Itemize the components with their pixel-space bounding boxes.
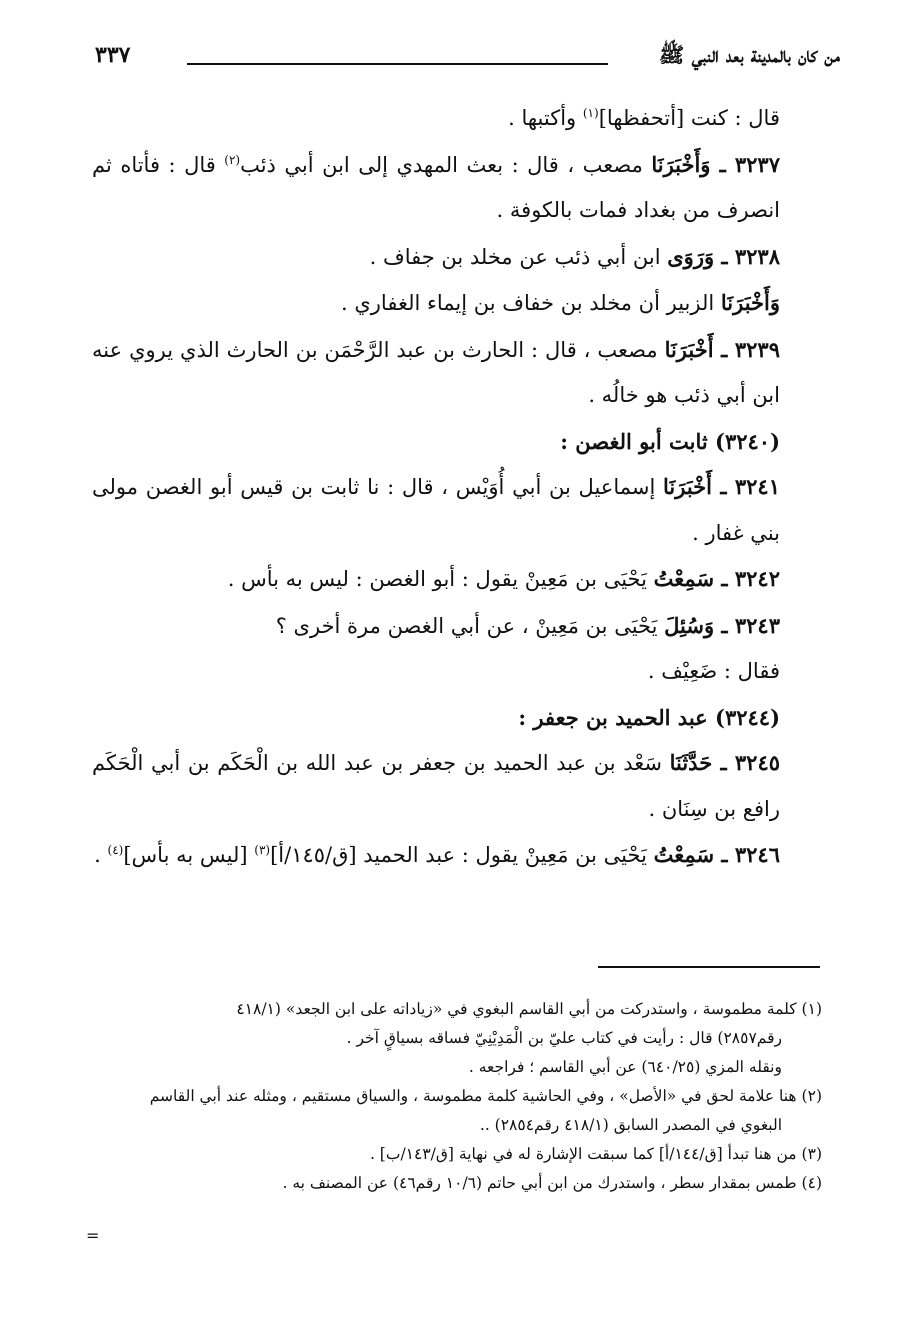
- footnote: [82, 1169, 822, 1198]
- main-text: [92, 96, 838, 879]
- footnote-number: (٢): [801, 1087, 822, 1105]
- paragraph-text: يَحْيَى بن مَعِينْ ، عن أبي الغصن مرة أخرى ؟: [275, 613, 665, 638]
- paragraph-tail: قال : فأتاه ثم انصرف من بغداد فمات بالكوفة .: [92, 152, 780, 222]
- paragraph-tail: [ليس به بأس]: [123, 843, 255, 867]
- footnotes: [82, 995, 822, 1198]
- section-heading: (٣٢٤٤) عبد الحميد بن جعفر :: [518, 704, 780, 730]
- footnote: [82, 1140, 822, 1169]
- paragraph: [92, 740, 838, 832]
- footnote-line: من هنا تبدأ [ق/١٤٤/أ] كما سبقت الإشارة له في نهاية [ق/١٤٣/ب] .: [369, 1145, 797, 1163]
- paragraph: [92, 649, 838, 695]
- paragraph-text: سَعْد بن عبد الحميد بن جعفر بن عبد الله بن الْحَكَم بن أبي الْحَكَم رافع بن سِنَان .: [92, 751, 780, 821]
- paragraph-text: إسماعيل بن أبي أُوَيْس ، قال : نا ثابت بن قيس أبو الغصن مولى بني غفار .: [92, 475, 780, 545]
- paragraph: [92, 327, 838, 419]
- hadith-lead: ٣٢٣٨ ـ وَرَوَى: [667, 243, 780, 269]
- hadith-lead: ٣٢٣٧ ـ وَأَخْبَرَنَا: [651, 151, 780, 177]
- paragraph-text: يَحْيَى بن مَعِينْ يقول : أبو الغصن : ليس به بأس .: [227, 567, 654, 591]
- hadith-lead: ٣٢٤٥ ـ حَدَّثَنَا: [669, 750, 781, 775]
- footnote-marker: (٣): [254, 843, 271, 857]
- paragraph-text: الزبير أن مخلد بن خفاف بن إيماء الغفاري .: [341, 291, 721, 315]
- footnote-marker: (٤): [107, 843, 124, 857]
- paragraph: [92, 96, 838, 142]
- hadith-lead: وَأَخْبَرَنَا: [720, 290, 780, 315]
- header-rule: [187, 63, 608, 65]
- running-title: من كان بالمدينة بعد النبي ﷺ: [658, 42, 840, 67]
- footnote-number: (٤): [801, 1174, 822, 1192]
- paragraph-text: ابن أبي ذئب عن مخلد بن جفاف .: [369, 244, 668, 269]
- footnote-line: رقم٢٨٥٧) قال : رأيت في كتاب عليّ بن الْمَدِيْنِيّ فساقه بسياقٍ آخر .: [346, 1029, 782, 1047]
- paragraph: [92, 464, 838, 556]
- footnote-number: (١): [801, 1000, 822, 1018]
- paragraph-text: فقال : ضَعِيْف .: [647, 659, 780, 683]
- paragraph: [92, 603, 838, 650]
- continuation-mark: =: [86, 1226, 100, 1245]
- hadith-lead: ٣٢٤٣ ـ وَسُئِلَ: [664, 612, 780, 638]
- paragraph: [92, 280, 838, 327]
- hadith-lead: ٣٢٣٩ ـ أَخْبَرَنَا: [664, 336, 780, 362]
- paragraph-text: يَحْيَى بن مَعِينْ يقول : عبد الحميد [ق/١٤٥/أ]: [270, 843, 654, 867]
- footnote: [82, 995, 822, 1024]
- hadith-lead: ٣٢٤٦ ـ سَمِعْتُ: [653, 842, 780, 867]
- paragraph-tail: .: [94, 843, 108, 867]
- paragraph-text: قال : كنت [أتحفظها]: [598, 106, 780, 130]
- footnote-number: (٣): [801, 1145, 822, 1163]
- footnote: [82, 1082, 822, 1111]
- footnote-line: البغوي في المصدر السابق (٤١٨/١ رقم٢٨٥٤) ..: [479, 1116, 782, 1134]
- paragraph-text: مصعب ، قال : الحارث بن عبد الرَّحْمَن بن الحارث الذي يروي عنه ابن أبي ذئب هو خالُه .: [92, 337, 780, 407]
- paragraph: [92, 556, 838, 603]
- footnote-line: هنا علامة لحق في «الأصل» ، وفي الحاشية كلمة مطموسة ، والسياق مستقيم ، ومثله عند أبي القاسم: [149, 1087, 797, 1105]
- page-number: ٣٣٧: [95, 42, 131, 68]
- paragraph-tail: وأكتبها .: [508, 106, 583, 130]
- hadith-lead: ٣٢٤١ ـ أَخْبَرَنَا: [663, 474, 780, 499]
- footnote-marker: (١): [582, 106, 599, 120]
- footnote-marker: (٢): [224, 152, 241, 167]
- paragraph: [92, 832, 838, 879]
- paragraph: [92, 234, 838, 281]
- page-header: [95, 40, 840, 80]
- footnote-line: كلمة مطموسة ، واستدركت من أبي القاسم البغوي في «زياداته على ابن الجعد» (٤١٨/١: [236, 1000, 797, 1018]
- section-heading: (٣٢٤٠) ثابت أبو الغصن :: [560, 428, 780, 454]
- footnote-line: ونقله المزي (٦٤٠/٢٥) عن أبي القاسم ؛ فراجعه .: [468, 1058, 782, 1076]
- footnote-rule: [598, 966, 820, 968]
- hadith-lead: ٣٢٤٢ ـ سَمِعْتُ: [653, 566, 780, 591]
- footnote-line: طمس بمقدار سطر ، واستدرك من ابن أبي حاتم (١٠/٦ رقم٤٦) عن المصنف به .: [282, 1174, 797, 1192]
- paragraph: [92, 142, 838, 234]
- paragraph-text: مصعب ، قال : بعث المهدي إلى ابن أبي ذئب: [240, 152, 652, 177]
